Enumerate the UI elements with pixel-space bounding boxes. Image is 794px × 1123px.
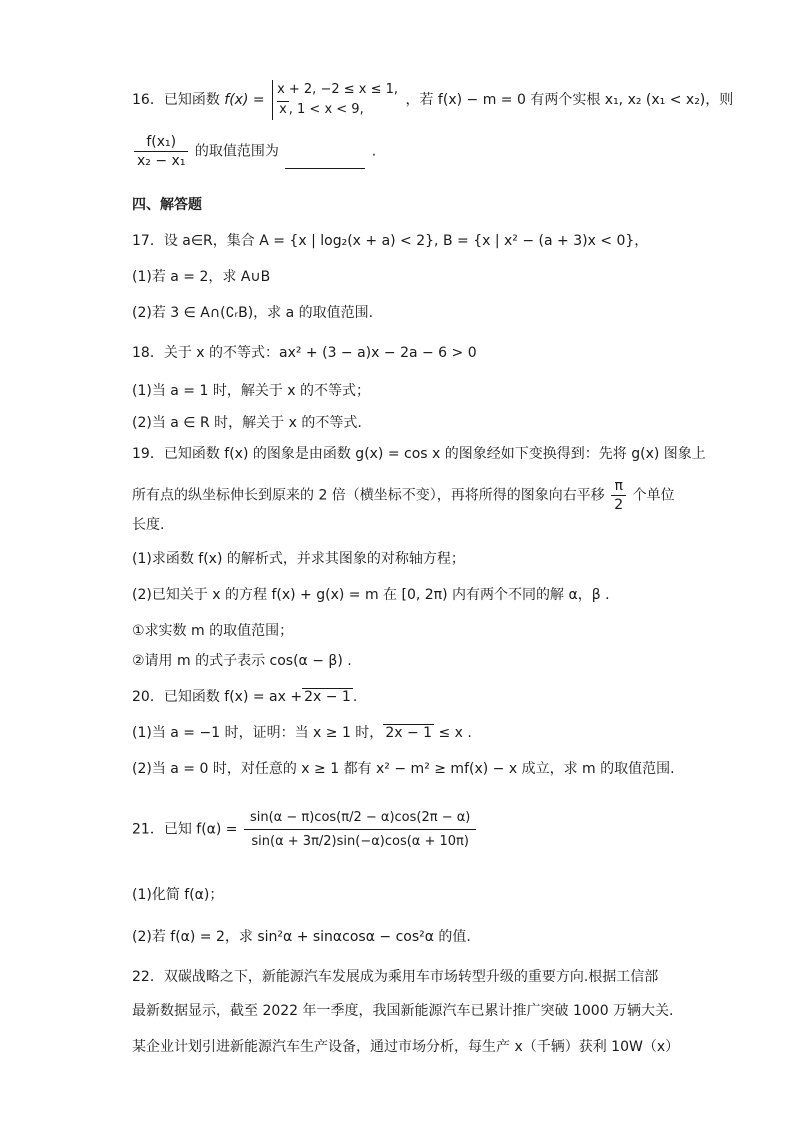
q19-part1: (1)求函数 f(x) 的解析式，并求其图象的对称轴方程； (132, 551, 465, 567)
q16-tail: 的取值范围为 (194, 143, 279, 160)
q20-part2: (2)当 a = 0 时，对任意的 x ≥ 1 都有 x² − m² ≥ mf(x) − x 成立，求 m 的取值范围. (132, 761, 675, 777)
q17-part2: (2)若 3 ∈ A∩(∁ᵣB)，求 a 的取值范围. (132, 305, 374, 321)
q22-line2: 最新数据显示，截至 2022 年一季度，我国新能源汽车已累计推广突破 1000 万辆大关. (132, 1003, 674, 1019)
q19-line1: 19．已知函数 f(x) 的图象是由函数 g(x) = cos x 的图象经如下变换得到：先将 g(x) 图象上 (132, 446, 706, 462)
q19-sub1: ①求实数 m 的取值范围； (132, 623, 294, 639)
q19-sub2: ②请用 m 的式子表示 cos(α − β) . (132, 653, 352, 669)
q18-stem: 18．关于 x 的不等式：ax² + (3 − a)x − 2a − 6 > 0 (132, 345, 477, 361)
q18-part2: (2)当 a ∈ R 时，解关于 x 的不等式. (132, 415, 362, 431)
q19-fraction: $\frac{\pi}{2}$ (611, 478, 626, 513)
q17-stem: 17．设 a∈R，集合 A = {x | log₂(x + a) < 2}, B = {x | x² − (a + 3)x < 0}， (132, 233, 649, 249)
q21-fraction (244, 806, 476, 853)
q16-prefix: 16．已知函数 (132, 92, 220, 108)
q20-radical: 2x − 1 (304, 689, 351, 705)
section-title: 四、解答题 (132, 197, 202, 213)
q16-fraction (134, 134, 188, 169)
q16-frac-den: x₂ − x₁ (137, 153, 186, 169)
q21-frac-num: sin(α − π)cos(π/2 − α)cos(2π − α) (244, 806, 476, 830)
q16-frac-num: f(x₁) (134, 134, 188, 152)
q19-line3: 长度. (132, 517, 165, 533)
q16-case1: x + 2, −2 ≤ x ≤ 1, (277, 82, 399, 97)
q18-part1: (1)当 a = 1 时，解关于 x 的不等式； (132, 383, 371, 399)
q16-stem (132, 80, 733, 120)
q20-stem: 20．已知函数 f(x) = ax + 2x − 1 . (132, 689, 358, 705)
q21-frac-den: sin(α + 3π/2)sin(−α)cos(α + 10π) (251, 834, 469, 849)
q22-line3: 某企业计划引进新能源汽车生产设备，通过市场分析，每生产 x（千辆）获利 10W（x） (132, 1039, 680, 1055)
q16-answer-line: $\frac{\text{f(x₁)}}{\text{x₂ − x₁}}$ 的取值范围为 . (132, 134, 376, 169)
q16-fx: f(x) = (224, 92, 265, 108)
q17-part1: (1)若 a = 2，求 A∪B (132, 269, 271, 285)
q21-part1: (1)化简 f(α)； (132, 887, 224, 903)
q21-stem: 21．已知 f(α) = $\frac{\sin(\alpha - \pi)\cos(\pi/2 - \alpha)\cos(2\pi - \alpha)}{\sin(\alpha + 3\pi/2)\sin(-\alpha)\cos(\alpha + 10\pi)}$ (132, 806, 478, 853)
q16-answer-blank[interactable] (285, 154, 365, 169)
q19-line2: 所有点的纵坐标伸长到原来的 2 倍（横坐标不变），再将所得的图象向右平移 $\frac{\pi}{2}$ 个单位 (132, 478, 675, 513)
q22-line1: 22．双碳战略之下，新能源汽车发展成为乘用车市场转型升级的重要方向.根据工信部 (132, 969, 659, 985)
q16-case2: x , 1 < x < 9, (279, 102, 364, 117)
q16-case2-radical: x (279, 102, 287, 117)
q20-part1: (1)当 a = −1 时，证明：当 x ≥ 1 时， 2x − 1 ≤ x . (132, 725, 472, 741)
q21-part2: (2)若 f(α) = 2，求 sin²α + sinαcosα − cos²α 的值. (132, 929, 471, 945)
q16-condition: ，若 f(x) − m = 0 有两个实根 x₁, x₂ (x₁ < x₂)，则 (405, 92, 734, 108)
q16-piecewise (272, 80, 398, 120)
q19-part2: (2)已知关于 x 的方程 f(x) + g(x) = m 在 [0, 2π) 内有两个不同的解 α，β . (132, 587, 610, 603)
